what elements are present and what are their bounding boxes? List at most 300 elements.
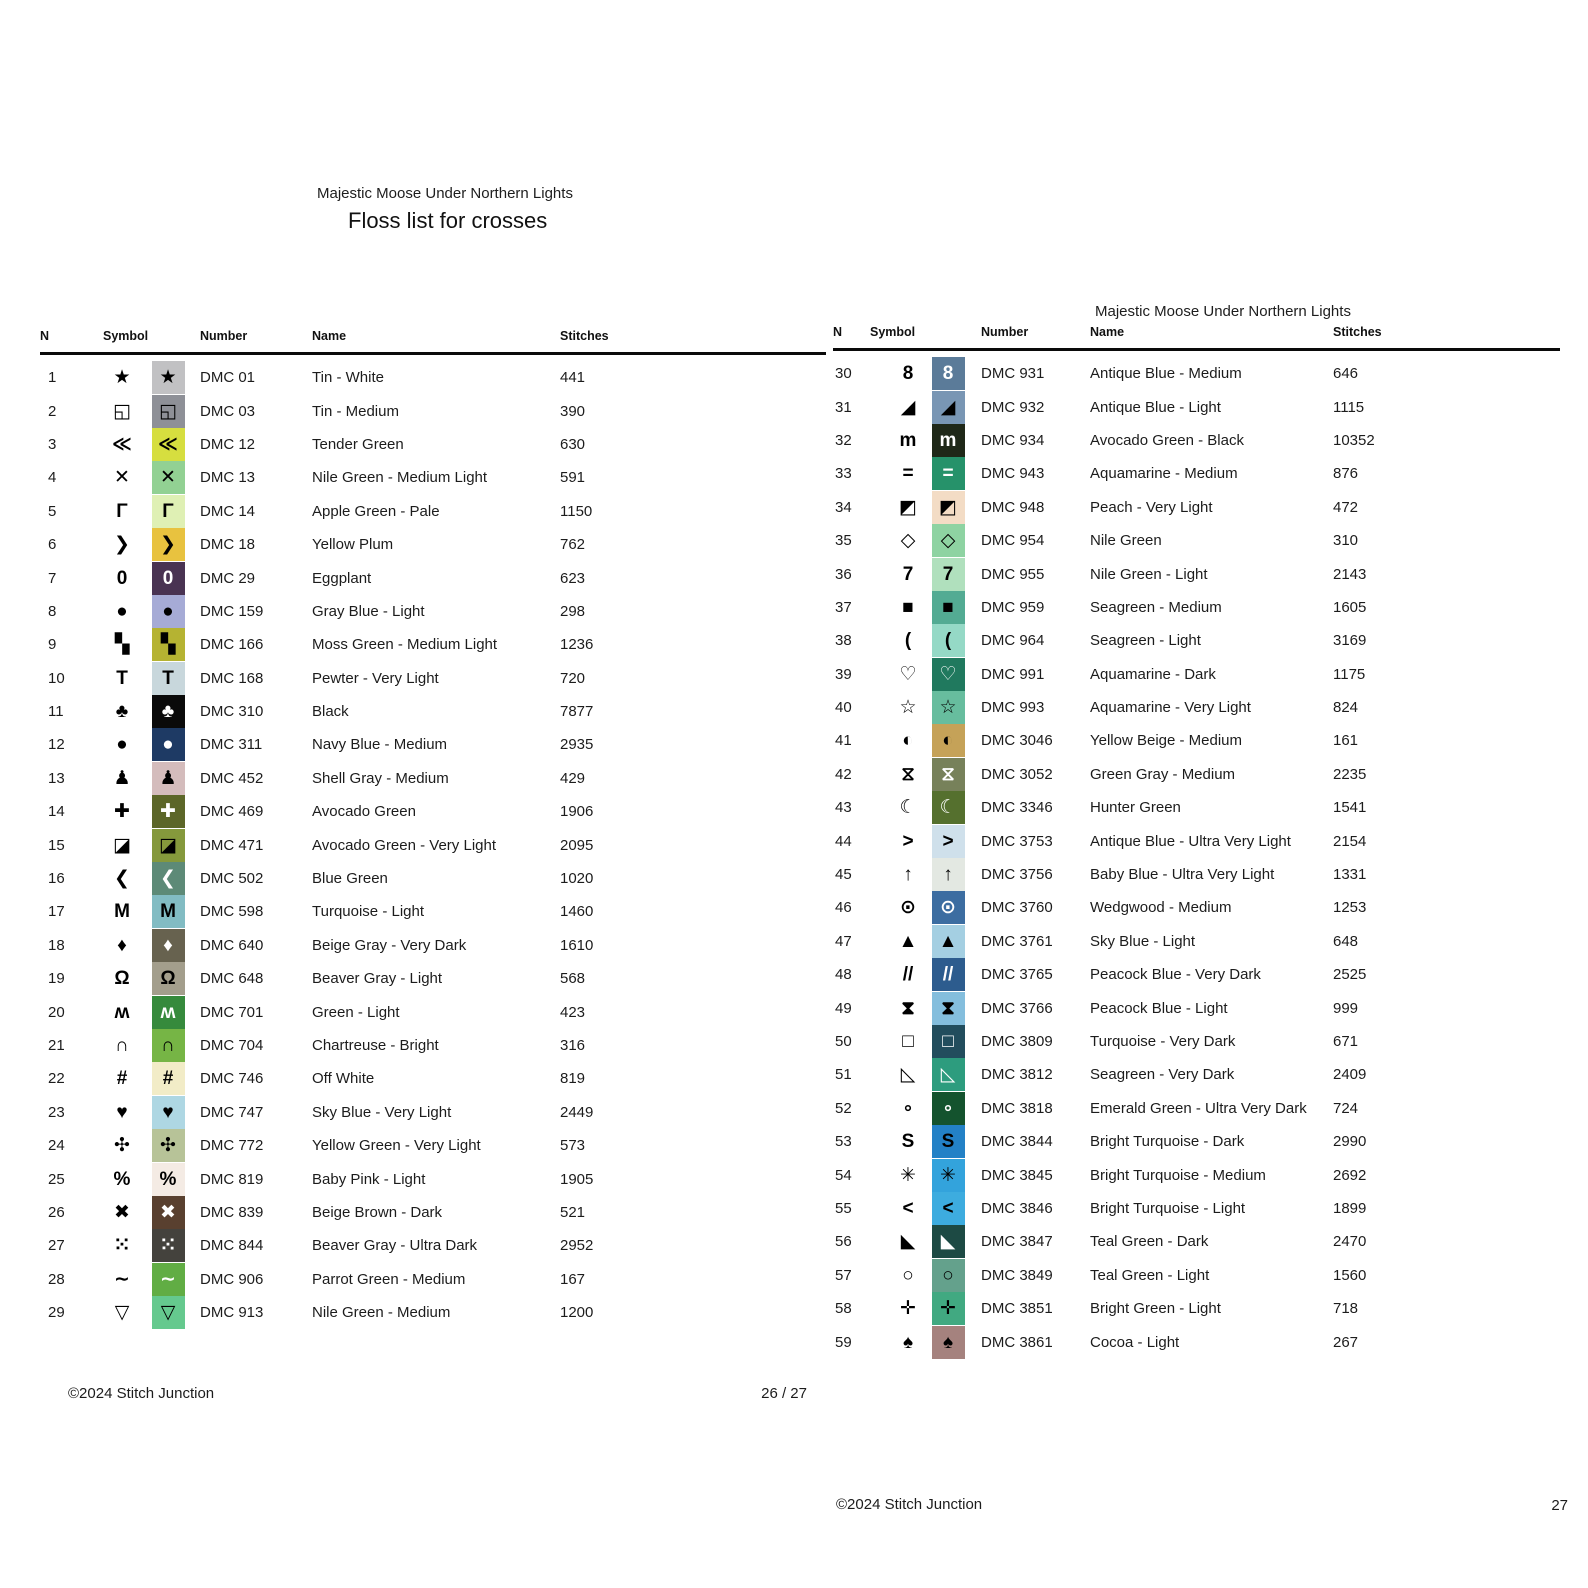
symbol-glyph: T — [116, 667, 128, 689]
color-name: Green Gray - Medium — [1090, 765, 1236, 783]
floss-row — [833, 1225, 1560, 1258]
symbol-glyph: □ — [902, 1031, 914, 1052]
color-swatch-cell — [144, 1129, 192, 1162]
row-number: 37 — [835, 598, 852, 616]
color-swatch-cell — [144, 595, 192, 628]
footer-copyright-left: ©2024 Stitch Junction — [68, 1385, 215, 1402]
swatch-symbol-glyph: ✚ — [160, 801, 176, 823]
row-number: 40 — [835, 699, 852, 717]
stitch-count: 1175 — [1333, 665, 1366, 683]
color-swatch — [932, 992, 965, 1025]
dmc-number: DMC 948 — [981, 498, 1045, 516]
color-swatch — [932, 357, 965, 390]
symbol-glyph: ☾ — [899, 797, 917, 819]
symbol-glyph: ⊙ — [900, 897, 916, 919]
swatch-symbol-glyph: > — [942, 830, 954, 852]
floss-row — [833, 758, 1560, 791]
color-swatch-cell — [144, 1163, 192, 1196]
floss-row — [40, 995, 826, 1028]
column-header-n: N — [40, 329, 50, 343]
color-swatch-cell — [928, 1125, 968, 1158]
dmc-number: DMC 3846 — [981, 1199, 1053, 1217]
symbol-glyph: ✖ — [114, 1201, 130, 1223]
row-number: 57 — [835, 1266, 852, 1284]
row-number: 16 — [48, 870, 65, 888]
row-number: 3 — [48, 435, 57, 453]
dmc-number: DMC 3812 — [981, 1066, 1053, 1084]
symbol-glyph: ◩ — [899, 496, 917, 518]
symbol-glyph: 0 — [116, 567, 128, 589]
color-name: Peacock Blue - Very Dark — [1090, 966, 1261, 984]
color-name: Yellow Green - Very Light — [312, 1137, 481, 1155]
row-number: 36 — [835, 565, 852, 583]
swatch-symbol-glyph: T — [162, 667, 174, 689]
dmc-number: DMC 839 — [200, 1203, 264, 1221]
symbol-glyph: ↑ — [903, 864, 913, 886]
color-swatch — [152, 695, 185, 728]
swatch-symbol-glyph: ✣ — [160, 1135, 176, 1157]
stitch-count: 1905 — [560, 1170, 594, 1188]
floss-row — [833, 457, 1560, 490]
stitch-count: 2990 — [1333, 1133, 1367, 1151]
color-swatch — [932, 1326, 965, 1359]
color-name: Aquamarine - Medium — [1090, 465, 1238, 483]
swatch-symbol-glyph: ▚ — [160, 634, 176, 656]
symbol-glyph: Ω — [114, 968, 130, 990]
color-name: Tin - Medium — [312, 402, 399, 420]
color-swatch — [152, 662, 185, 695]
color-name: Navy Blue - Medium — [312, 736, 448, 754]
row-number: 22 — [48, 1070, 65, 1088]
floss-row — [40, 1029, 826, 1062]
color-swatch-cell — [928, 1326, 968, 1359]
color-swatch-cell — [928, 891, 968, 924]
floss-row — [833, 1125, 1560, 1158]
symbol-glyph: ★ — [113, 367, 131, 389]
stitch-count: 2449 — [560, 1103, 594, 1121]
color-name: Tender Green — [312, 435, 404, 453]
color-name: Aquamarine - Dark — [1090, 665, 1216, 683]
symbol-glyph: ● — [116, 600, 128, 622]
stitch-count: 3169 — [1333, 632, 1367, 650]
color-name: Bright Green - Light — [1090, 1300, 1221, 1318]
color-swatch-cell — [144, 996, 192, 1029]
color-name: Yellow Plum — [312, 536, 394, 554]
color-name: Moss Green - Medium Light — [312, 636, 498, 654]
dmc-number: DMC 648 — [200, 970, 264, 988]
color-swatch — [932, 958, 965, 991]
swatch-symbol-glyph: ♟ — [159, 767, 177, 789]
color-name: Eggplant — [312, 569, 372, 587]
color-swatch-cell — [928, 1159, 968, 1192]
floss-row — [833, 1292, 1560, 1325]
floss-row — [833, 658, 1560, 691]
symbol-glyph: S — [901, 1131, 915, 1153]
color-name: Turquoise - Light — [312, 903, 425, 921]
floss-row — [40, 929, 826, 962]
stitch-count: 267 — [1333, 1333, 1359, 1351]
color-name: Beaver Gray - Ultra Dark — [312, 1237, 478, 1255]
swatch-symbol-glyph: ● — [162, 734, 174, 756]
stitch-count: 718 — [1333, 1300, 1359, 1318]
symbol-glyph: ∩ — [115, 1035, 129, 1056]
symbol-glyph: ○ — [902, 1264, 914, 1286]
floss-table-right — [833, 303, 1560, 1359]
stitch-count: 2525 — [1333, 966, 1367, 984]
color-swatch — [932, 925, 965, 958]
floss-row — [833, 925, 1560, 958]
row-number: 11 — [48, 703, 64, 721]
dmc-number: DMC 993 — [981, 699, 1045, 717]
color-swatch — [152, 1096, 185, 1129]
floss-row — [40, 628, 826, 661]
color-name: Antique Blue - Medium — [1090, 365, 1242, 383]
floss-row — [40, 895, 826, 928]
symbol-glyph: ▽ — [114, 1302, 130, 1324]
dmc-number: DMC 3847 — [981, 1233, 1053, 1251]
symbol-glyph: ◢ — [900, 396, 916, 418]
color-swatch — [932, 1058, 965, 1091]
floss-row — [833, 557, 1560, 590]
stitch-count: 720 — [560, 669, 586, 687]
swatch-symbol-glyph: □ — [942, 1031, 954, 1052]
stitch-count: 2095 — [560, 836, 594, 854]
symbol-glyph: ♡ — [899, 663, 917, 685]
dmc-number: DMC 3346 — [981, 799, 1053, 817]
symbol-glyph: ✳ — [900, 1164, 916, 1186]
dmc-number: DMC 3849 — [981, 1266, 1053, 1284]
dmc-number: DMC 3046 — [981, 732, 1053, 750]
floss-row — [40, 394, 826, 427]
floss-row — [833, 1259, 1560, 1292]
row-number: 14 — [48, 803, 65, 821]
color-swatch-cell — [928, 658, 968, 691]
floss-row — [40, 695, 826, 728]
swatch-symbol-glyph: ❯ — [160, 534, 176, 556]
dmc-number: DMC 3845 — [981, 1166, 1053, 1184]
swatch-symbol-glyph: ♠ — [942, 1331, 954, 1353]
color-swatch — [932, 891, 965, 924]
dmc-number: DMC 12 — [200, 435, 256, 453]
swatch-symbol-glyph: ◪ — [159, 834, 177, 856]
symbol-glyph: ■ — [902, 596, 914, 618]
row-number: 48 — [835, 966, 852, 984]
swatch-symbol-glyph: ◢ — [940, 396, 956, 418]
table-header — [40, 316, 826, 355]
color-name: Peach - Very Light — [1090, 498, 1213, 516]
color-name: Antique Blue - Light — [1090, 398, 1221, 416]
color-swatch-cell — [144, 361, 192, 394]
color-swatch-cell — [928, 391, 968, 424]
floss-row — [833, 724, 1560, 757]
stitch-count: 310 — [1333, 532, 1359, 550]
swatch-symbol-glyph: ❮ — [160, 868, 176, 890]
swatch-symbol-glyph: 0 — [162, 567, 174, 589]
floss-row — [40, 1263, 826, 1296]
swatch-symbol-glyph: = — [942, 463, 954, 485]
color-name: Teal Green - Light — [1090, 1266, 1210, 1284]
color-swatch — [932, 1092, 965, 1125]
color-swatch — [932, 1159, 965, 1192]
symbol-glyph: ♦ — [117, 934, 127, 956]
row-number: 33 — [835, 465, 852, 483]
color-swatch-cell — [144, 562, 192, 595]
color-name: Emerald Green - Ultra Very Dark — [1090, 1099, 1307, 1117]
dmc-number: DMC 471 — [200, 836, 264, 854]
stitch-count: 1331 — [1333, 866, 1367, 884]
column-header-stitches: Stitches — [560, 329, 609, 343]
column-header-name: Name — [1090, 325, 1125, 339]
stitch-count: 7877 — [560, 703, 594, 721]
row-number: 49 — [835, 999, 852, 1017]
footer-copyright-bottom: ©2024 Stitch Junction — [836, 1496, 983, 1513]
color-swatch-cell — [144, 829, 192, 862]
stitch-count: 1605 — [1333, 598, 1367, 616]
floss-row — [40, 662, 826, 695]
stitch-count: 1460 — [560, 903, 594, 921]
color-swatch-cell — [928, 558, 968, 591]
floss-row — [40, 595, 826, 628]
stitch-count: 441 — [560, 369, 586, 387]
floss-row — [40, 728, 826, 761]
floss-row — [40, 795, 826, 828]
symbol-glyph: ◣ — [900, 1231, 916, 1253]
swatch-symbol-glyph: M — [160, 901, 176, 923]
color-swatch — [152, 395, 185, 428]
color-name: Seagreen - Medium — [1090, 598, 1222, 616]
swatch-symbol-glyph: < — [942, 1197, 954, 1219]
color-swatch — [152, 829, 185, 862]
color-swatch-cell — [144, 762, 192, 795]
color-swatch — [932, 491, 965, 524]
symbol-glyph: # — [116, 1068, 128, 1090]
color-swatch — [932, 858, 965, 891]
floss-table-left — [40, 316, 826, 1329]
symbol-glyph: ♠ — [902, 1331, 914, 1353]
color-swatch-cell — [928, 1292, 968, 1325]
symbol-glyph: ʍ — [114, 1001, 130, 1023]
row-number: 29 — [48, 1304, 65, 1322]
color-swatch-cell — [144, 428, 192, 461]
dmc-number: DMC 934 — [981, 431, 1045, 449]
stitch-count: 161 — [1333, 732, 1359, 750]
row-number: 43 — [835, 799, 852, 817]
stitch-count: 1150 — [560, 502, 593, 520]
stitch-count: 1610 — [560, 936, 594, 954]
swatch-symbol-glyph: ∘ — [942, 1097, 954, 1119]
color-swatch — [932, 758, 965, 791]
color-swatch — [152, 762, 185, 795]
row-number: 10 — [48, 669, 65, 687]
color-swatch — [932, 457, 965, 490]
stitch-count: 2470 — [1333, 1233, 1367, 1251]
swatch-symbol-glyph: ⧗ — [941, 997, 955, 1019]
dmc-number: DMC 598 — [200, 903, 264, 921]
symbol-glyph: ❯ — [114, 534, 130, 556]
row-number: 45 — [835, 866, 852, 884]
symbol-glyph: ( — [904, 630, 912, 652]
dmc-number: DMC 913 — [200, 1304, 264, 1322]
symbol-glyph: % — [113, 1168, 131, 1190]
swatch-symbol-glyph: ⊙ — [940, 897, 956, 919]
dmc-number: DMC 991 — [981, 665, 1045, 683]
column-header-number: Number — [981, 325, 1029, 339]
dmc-number: DMC 311 — [200, 736, 263, 754]
color-name: Shell Gray - Medium — [312, 769, 449, 787]
color-swatch — [932, 624, 965, 657]
color-name: Teal Green - Dark — [1090, 1233, 1209, 1251]
symbol-glyph: ☆ — [899, 697, 917, 719]
color-swatch-cell — [928, 724, 968, 757]
color-name: Black — [312, 703, 349, 721]
floss-row — [40, 1062, 826, 1095]
stitch-count: 2692 — [1333, 1166, 1367, 1184]
floss-row — [833, 357, 1560, 390]
floss-row — [833, 791, 1560, 824]
swatch-symbol-glyph: ⁙ — [160, 1235, 176, 1257]
row-number: 44 — [835, 832, 852, 850]
stitch-count: 2143 — [1333, 565, 1367, 583]
symbol-glyph: ◐ — [902, 730, 914, 752]
color-swatch-cell — [144, 962, 192, 995]
color-swatch-cell — [144, 695, 192, 728]
symbol-glyph: ✕ — [114, 467, 130, 489]
color-swatch-cell — [928, 457, 968, 490]
dmc-number: DMC 964 — [981, 632, 1045, 650]
dmc-number: DMC 469 — [200, 803, 264, 821]
color-swatch-cell — [928, 1225, 968, 1258]
color-name: Gray Blue - Light — [312, 602, 425, 620]
dmc-number: DMC 3861 — [981, 1333, 1053, 1351]
swatch-symbol-glyph: Γ — [162, 500, 174, 522]
row-number: 8 — [48, 602, 57, 620]
color-name: Wedgwood - Medium — [1090, 899, 1232, 917]
color-name: Seagreen - Light — [1090, 632, 1201, 650]
symbol-glyph: ◇ — [900, 530, 916, 552]
stitch-count: 1899 — [1333, 1199, 1367, 1217]
row-number: 26 — [48, 1203, 65, 1221]
swatch-symbol-glyph: ☾ — [939, 797, 957, 819]
color-swatch-cell — [928, 758, 968, 791]
floss-row — [833, 824, 1560, 857]
row-number: 9 — [48, 636, 57, 654]
color-swatch-cell — [928, 858, 968, 891]
swatch-symbol-glyph: 7 — [942, 563, 954, 585]
symbol-glyph: > — [902, 830, 914, 852]
dmc-number: DMC 772 — [200, 1137, 264, 1155]
row-number: 19 — [48, 970, 65, 988]
color-swatch — [932, 1292, 965, 1325]
color-swatch — [152, 929, 185, 962]
color-swatch-cell — [928, 958, 968, 991]
color-name: Green - Light — [312, 1003, 400, 1021]
color-swatch — [932, 1025, 965, 1058]
row-number: 42 — [835, 765, 852, 783]
symbol-glyph: = — [902, 463, 914, 485]
swatch-symbol-glyph: ◇ — [940, 530, 956, 552]
color-name: Baby Blue - Ultra Very Light — [1090, 866, 1275, 884]
color-swatch — [932, 424, 965, 457]
dmc-number: DMC 168 — [200, 669, 264, 687]
swatch-symbol-glyph: ♡ — [939, 663, 957, 685]
floss-row — [40, 561, 826, 594]
color-swatch-cell — [144, 895, 192, 928]
stitch-count: 630 — [560, 435, 586, 453]
stitch-count: 646 — [1333, 365, 1359, 383]
swatch-symbol-glyph: ʍ — [160, 1001, 176, 1023]
column-header-symbol: Symbol — [103, 329, 149, 343]
color-swatch-cell — [144, 662, 192, 695]
stitch-count: 1115 — [1333, 398, 1365, 416]
column-header-symbol: Symbol — [870, 325, 916, 339]
floss-row — [40, 1196, 826, 1229]
floss-row — [833, 591, 1560, 624]
symbol-glyph: ✣ — [114, 1135, 130, 1157]
row-number: 52 — [835, 1099, 852, 1117]
stitch-count: 316 — [560, 1037, 586, 1054]
color-swatch — [152, 1263, 185, 1296]
stitch-count: 1906 — [560, 803, 594, 821]
symbol-glyph: ∼ — [114, 1268, 130, 1290]
color-name: Peacock Blue - Light — [1090, 999, 1228, 1017]
color-swatch-cell — [928, 691, 968, 724]
stitch-count: 429 — [560, 769, 586, 787]
dmc-number: DMC 01 — [200, 369, 256, 387]
symbol-glyph: 8 — [902, 363, 914, 385]
row-number: 24 — [48, 1137, 65, 1155]
stitch-count: 472 — [1333, 498, 1359, 516]
color-name: Blue Green — [312, 870, 388, 888]
row-number: 17 — [48, 903, 65, 921]
floss-row — [40, 528, 826, 561]
color-name: Antique Blue - Ultra Very Light — [1090, 832, 1291, 850]
swatch-symbol-glyph: ● — [162, 600, 174, 622]
symbol-glyph: ▚ — [114, 634, 130, 656]
color-swatch — [152, 862, 185, 895]
stitch-count: 1200 — [560, 1304, 594, 1322]
column-header-stitches: Stitches — [1333, 325, 1382, 339]
stitch-count: 1236 — [560, 636, 594, 654]
row-number: 55 — [835, 1199, 852, 1217]
dmc-number: DMC 931 — [981, 365, 1045, 383]
color-name: Aquamarine - Very Light — [1090, 699, 1251, 717]
color-name: Beige Gray - Very Dark — [312, 936, 467, 954]
color-swatch-cell — [928, 1259, 968, 1292]
dmc-number: DMC 166 — [200, 636, 264, 654]
swatch-symbol-glyph: ◐ — [942, 730, 954, 752]
row-number: 18 — [48, 936, 65, 954]
color-name: Beaver Gray - Light — [312, 970, 443, 988]
stitch-count: 671 — [1333, 1033, 1359, 1050]
stitch-count: 623 — [560, 569, 586, 587]
dmc-number: DMC 3761 — [981, 932, 1053, 950]
swatch-symbol-glyph: m — [939, 429, 957, 451]
color-swatch-cell — [928, 992, 968, 1025]
stitch-count: 390 — [560, 402, 586, 420]
row-number: 20 — [48, 1003, 65, 1021]
dmc-number: DMC 29 — [200, 569, 256, 587]
dmc-number: DMC 701 — [200, 1003, 264, 1021]
dmc-number: DMC 3766 — [981, 999, 1053, 1017]
color-name: Cocoa - Light — [1090, 1333, 1180, 1351]
page-indicator: 26 / 27 — [761, 1385, 807, 1402]
swatch-symbol-glyph: ▽ — [160, 1302, 176, 1324]
swatch-symbol-glyph: ∼ — [160, 1268, 176, 1290]
symbol-glyph: ⧖ — [901, 763, 915, 785]
swatch-symbol-glyph: # — [162, 1068, 174, 1090]
floss-row — [833, 624, 1560, 657]
color-swatch — [932, 524, 965, 557]
